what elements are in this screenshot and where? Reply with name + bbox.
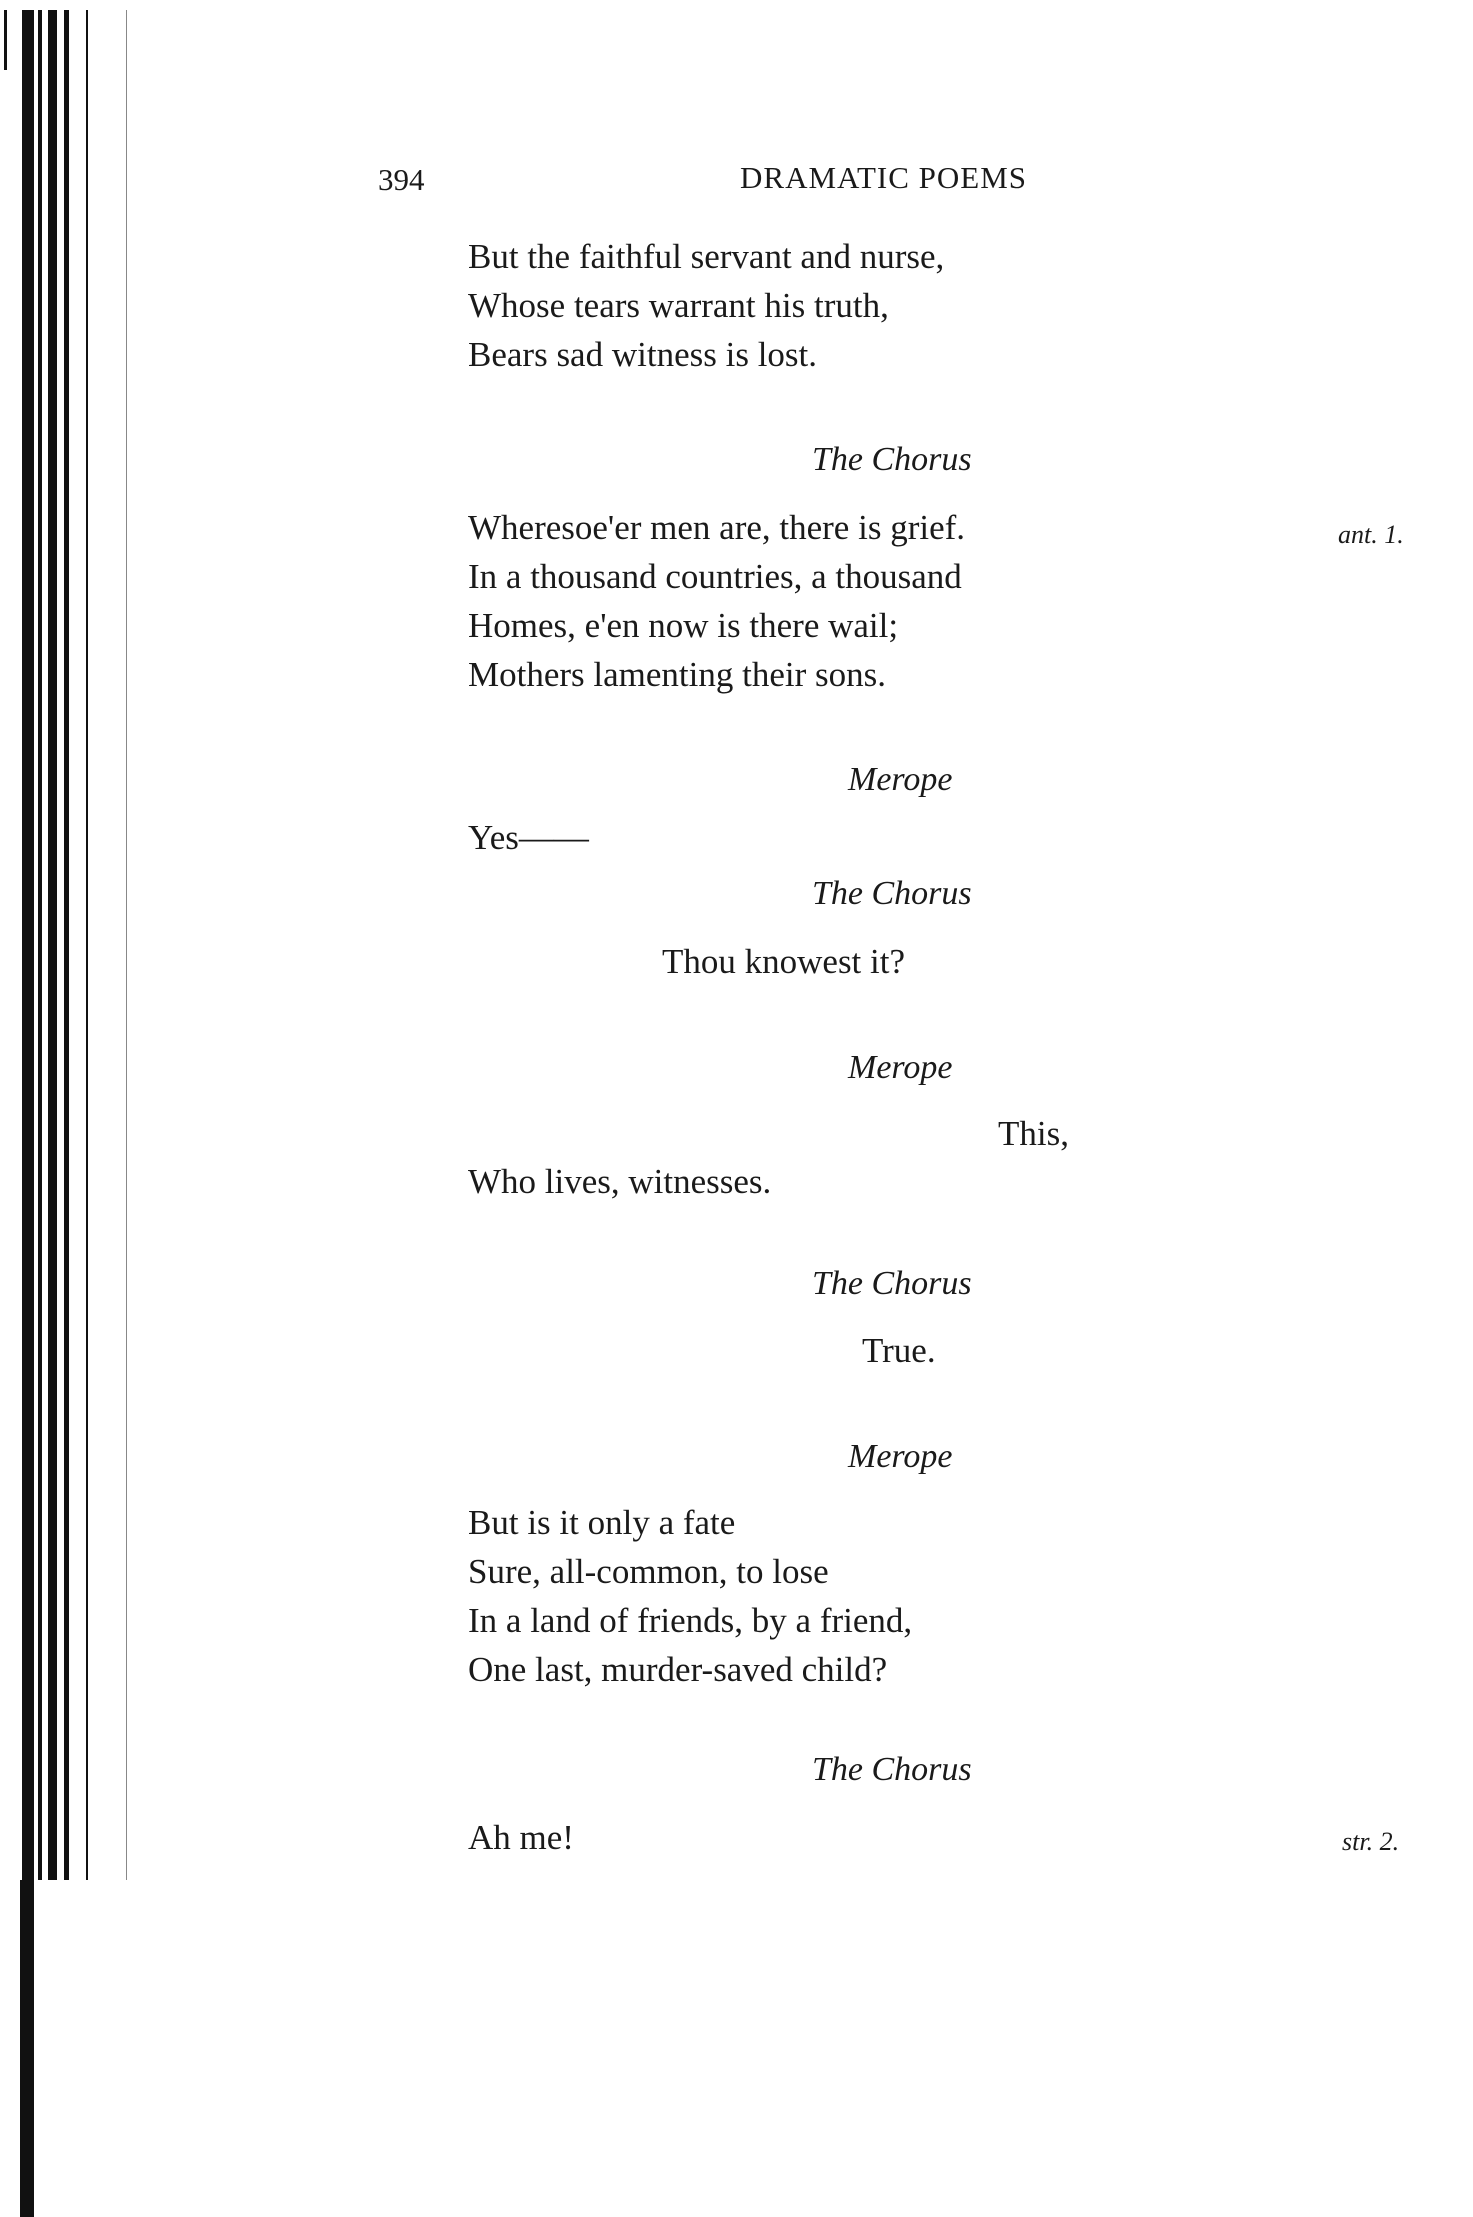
verse-line: In a land of friends, by a friend,	[468, 1601, 913, 1640]
speaker-heading: The Chorus	[812, 441, 972, 478]
speaker-heading: Merope	[848, 1049, 953, 1086]
speaker-heading: Merope	[848, 1438, 953, 1475]
verse-line: Who lives, witnesses.	[468, 1162, 772, 1201]
page-number: 394	[378, 162, 425, 197]
speaker-heading: The Chorus	[812, 1265, 972, 1302]
speaker-heading: The Chorus	[812, 875, 972, 912]
verse-line: But the faithful servant and nurse,	[468, 237, 945, 276]
verse-line: In a thousand countries, a thousand	[468, 557, 962, 596]
verse-line: True.	[862, 1331, 936, 1370]
verse-line: Homes, e'en now is there wail;	[468, 606, 899, 645]
margin-note: str. 2.	[1342, 1827, 1400, 1856]
verse-line: Wheresoe'er men are, there is grief.	[468, 508, 966, 547]
binding-edge	[0, 0, 140, 2217]
verse-line: Mothers lamenting their sons.	[468, 655, 887, 694]
verse-line: Bears sad witness is lost.	[468, 335, 818, 374]
verse-line: Thou knowest it?	[662, 942, 906, 981]
running-title: DRAMATIC POEMS	[740, 160, 1028, 195]
verse-line: Whose tears warrant his truth,	[468, 286, 889, 325]
verse-line: This,	[998, 1114, 1069, 1153]
verse-line: One last, murder-saved child?	[468, 1650, 888, 1689]
verse-line: Sure, all-common, to lose	[468, 1552, 829, 1591]
verse-line: Yes——	[468, 818, 589, 857]
verse-line: Ah me!	[468, 1818, 574, 1857]
speaker-heading: Merope	[848, 761, 953, 798]
speaker-heading: The Chorus	[812, 1751, 972, 1788]
margin-note: ant. 1.	[1338, 520, 1404, 549]
verse-line: But is it only a fate	[468, 1503, 736, 1542]
